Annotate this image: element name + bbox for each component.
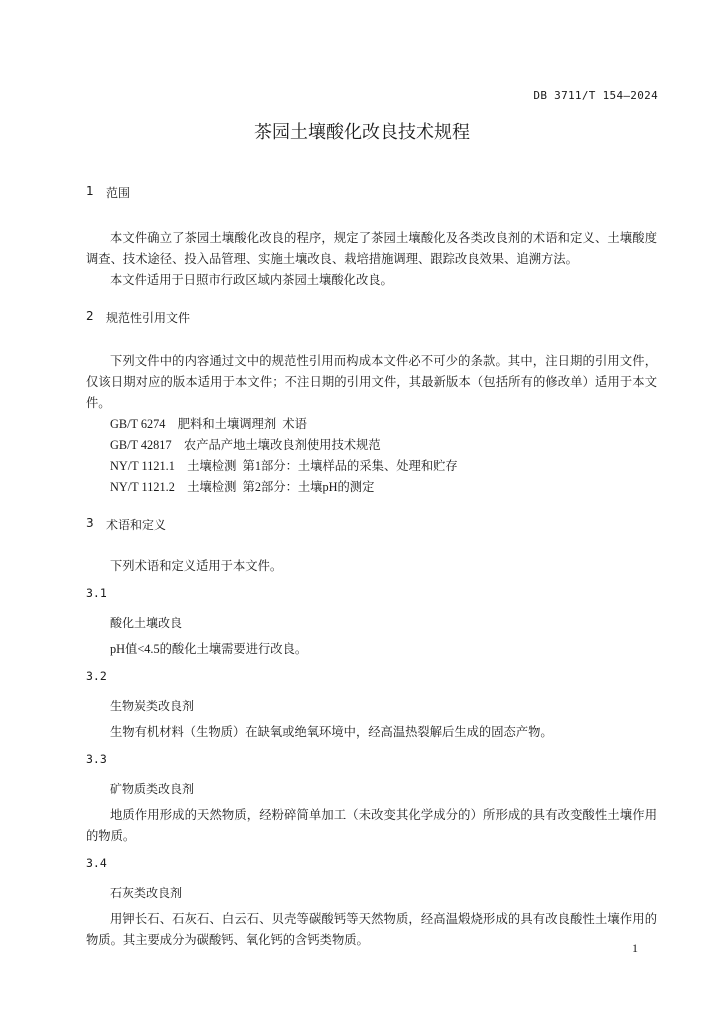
term-name: 酸化土壤改良 [110, 616, 183, 630]
section-number: 3 [86, 516, 94, 530]
reference-item: GB/T 42817 农产品产地土壤改良剂使用技术规范 [110, 438, 381, 452]
term-number: 3.1 [86, 586, 107, 600]
section-3-heading [86, 516, 657, 533]
page-number: 1 [632, 941, 638, 955]
standard-code: DB 3711/T 154—2024 [533, 89, 658, 102]
paragraph: 本文件适用于日照市行政区域内茶园土壤酸化改良。 [110, 273, 393, 287]
term-definition: 用钾长石、石灰石、白云石、贝壳等碳酸钙等天然物质，经高温煅烧形成的具有改良酸性土壤作用的物质。其主要成分为碳酸钙、氧化钙的含钙类物质。 [86, 912, 657, 947]
section-number: 1 [86, 184, 94, 198]
reference-item: NY/T 1121.1 土壤检测 第1部分：土壤样品的采集、处理和贮存 [110, 459, 458, 473]
term-name: 生物炭类改良剂 [110, 699, 195, 713]
section-title: 术语和定义 [106, 518, 167, 532]
section-title: 范围 [106, 186, 131, 200]
term-number: 3.2 [86, 669, 107, 683]
document-body [86, 184, 657, 951]
term-definition: 生物有机材料（生物质）在缺氧或绝氧环境中，经高温热裂解后生成的固态产物。 [110, 725, 553, 739]
term-number: 3.3 [86, 752, 107, 766]
paragraph: 下列术语和定义适用于本文件。 [110, 559, 283, 573]
section-1-heading [86, 184, 657, 201]
term-name: 矿物质类改良剂 [110, 782, 195, 796]
section-title: 规范性引用文件 [106, 311, 191, 325]
section-2-heading [86, 309, 657, 326]
term-name: 石灰类改良剂 [110, 886, 183, 900]
reference-item: NY/T 1121.2 土壤检测 第2部分：土壤pH的测定 [110, 480, 375, 494]
reference-item: GB/T 6274 肥料和土壤调理剂 术语 [110, 417, 307, 431]
term-number: 3.4 [86, 856, 107, 870]
document-title: 茶园土壤酸化改良技术规程 [254, 122, 470, 143]
paragraph: 本文件确立了茶园土壤酸化改良的程序，规定了茶园土壤酸化及各类改良剂的术语和定义、土壤酸度调查、技术途径、投入品管理、实施土壤改良、栽培措施调理、跟踪改良效果、追溯方法。 [86, 231, 657, 266]
term-definition: 地质作用形成的天然物质，经粉碎简单加工（未改变其化学成分的）所形成的具有改变酸性土壤作用的物质。 [86, 808, 657, 843]
paragraph: 下列文件中的内容通过文中的规范性引用而构成本文件必不可少的条款。其中，注日期的引用文件，仅该日期对应的版本适用于本文件；不注日期的引用文件，其最新版本（包括所有的修改单）适用于本文件。 [86, 354, 657, 410]
section-number: 2 [86, 309, 94, 323]
term-definition: pH值<4.5的酸化土壤需要进行改良。 [110, 642, 308, 656]
